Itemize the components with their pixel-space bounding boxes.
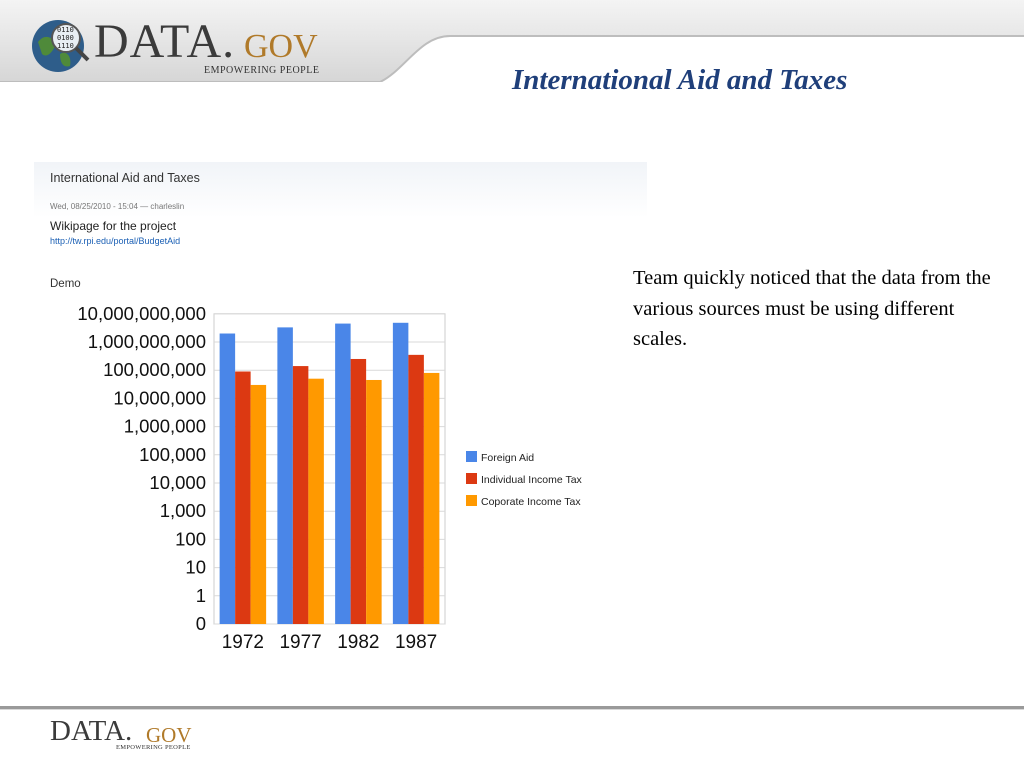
footer-logo-data: DATA. (50, 715, 133, 747)
x-category-label: 1977 (279, 632, 322, 653)
post-title: International Aid and Taxes (50, 171, 200, 185)
legend-swatch (466, 451, 477, 462)
wiki-label: Wikipage for the project (50, 219, 177, 233)
legend-label: Individual Income Tax (481, 474, 582, 486)
x-category-label: 1982 (337, 632, 380, 653)
y-tick-label: 100,000,000 (103, 359, 206, 381)
bar-coporate-income-tax (366, 380, 382, 624)
legend-label: Foreign Aid (481, 452, 535, 464)
y-tick-label: 0 (195, 613, 206, 634)
globe-digits-3: 1110 (57, 42, 74, 50)
demo-label: Demo (50, 278, 81, 290)
logo-gov-text: GOV (244, 28, 318, 65)
bar-foreign-aid (277, 327, 293, 624)
bar-foreign-aid (335, 324, 351, 624)
embedded-screenshot (34, 162, 647, 657)
bar-foreign-aid (393, 323, 409, 624)
legend-swatch (466, 473, 477, 484)
footer-logo-tagline: EMPOWERING PEOPLE (116, 744, 191, 751)
legend-swatch (466, 495, 477, 506)
y-tick-label: 1,000,000,000 (87, 331, 206, 352)
y-tick-label: 1 (195, 584, 206, 606)
globe-digits-2: 0100 (57, 34, 74, 42)
logo-data-text: DATA. (94, 15, 236, 68)
y-tick-label: 10,000 (149, 472, 206, 493)
globe-icon (28, 14, 92, 74)
post-meta: Wed, 08/25/2010 - 15:04 — charleslin (50, 202, 185, 211)
bar-individual-income-tax (293, 366, 309, 624)
y-tick-label: 10,000,000 (113, 387, 206, 409)
bar-individual-income-tax (408, 355, 424, 624)
y-tick-label: 100 (175, 528, 206, 550)
y-tick-label: 1,000 (159, 500, 206, 522)
x-category-label: 1972 (221, 632, 265, 653)
y-tick-label: 10,000,000,000 (77, 302, 206, 324)
y-tick-label: 100,000 (139, 443, 206, 465)
legend-label: Coporate Income Tax (481, 496, 581, 508)
slide-note: Team quickly noticed that the data from the various sources must be using different scales. (633, 267, 991, 350)
bar-coporate-income-tax (308, 379, 324, 624)
bar-foreign-aid (220, 334, 236, 624)
y-tick-label: 1,000,000 (123, 415, 206, 437)
logo-tagline: EMPOWERING PEOPLE (204, 65, 320, 76)
wiki-link[interactable]: http://tw.rpi.edu/portal/BudgetAid (50, 236, 181, 246)
bar-individual-income-tax (351, 359, 367, 624)
footer-logo-gov: GOV (146, 723, 192, 747)
bar-individual-income-tax (235, 371, 251, 624)
bar-coporate-income-tax (424, 373, 440, 624)
slide-title: International Aid and Taxes (512, 64, 848, 96)
bar-chart (34, 162, 647, 657)
footer-rule-shadow (0, 709, 1024, 710)
x-category-label: 1987 (394, 632, 438, 653)
y-tick-label: 10 (185, 556, 206, 578)
globe-digits-1: 0110 (57, 26, 74, 34)
bar-coporate-income-tax (251, 385, 267, 624)
